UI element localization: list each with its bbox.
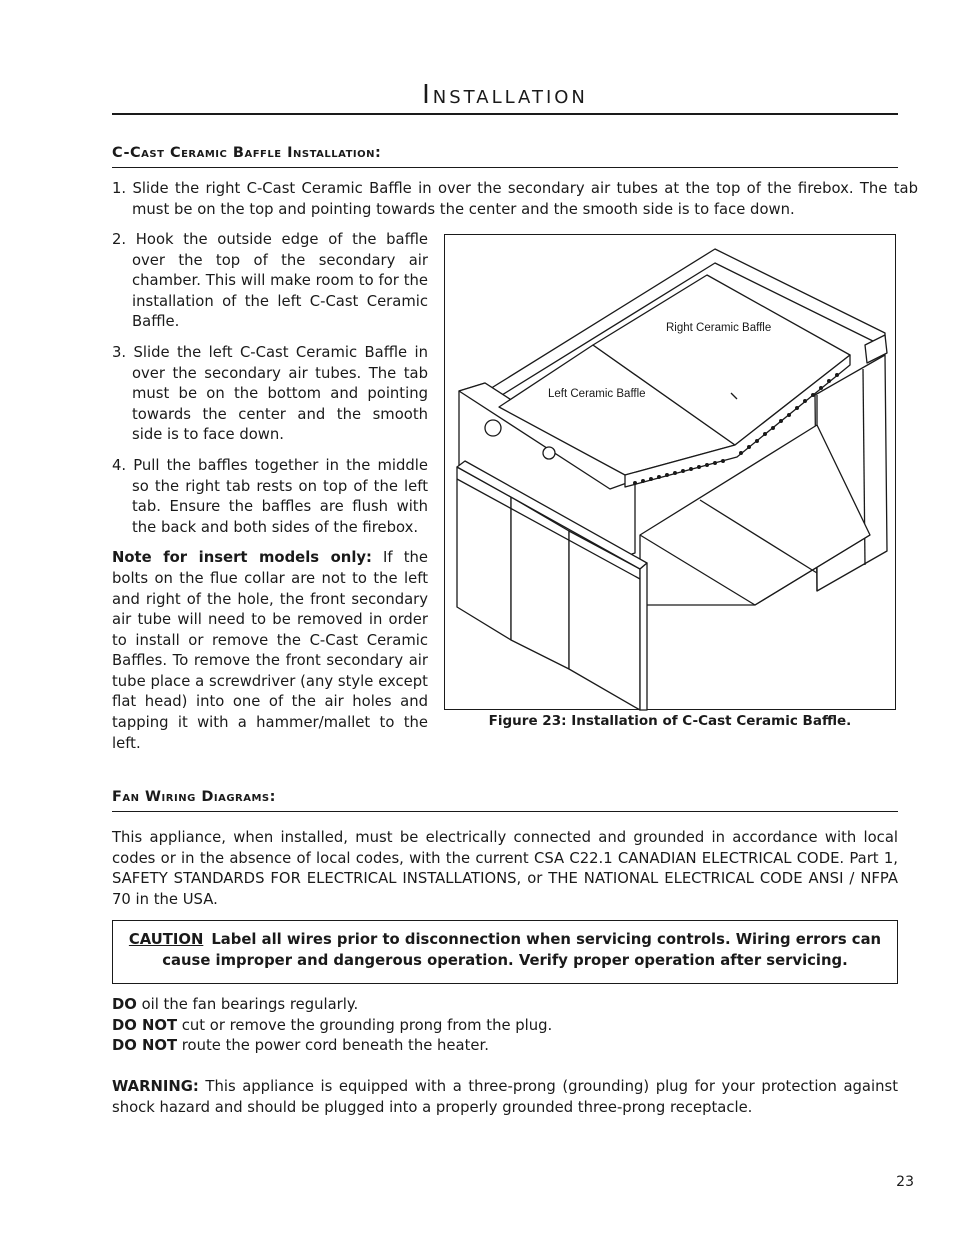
step-1-text: 1. Slide the right C-Cast Ceramic Baffle in over the secondary air tubes at the top of the firebox. The tab must be on the top and pointing towards the center and the smooth side is to face down. — [112, 180, 918, 218]
do-item — [112, 1036, 898, 1057]
step-2-text: 2. Hook the outside edge of the baffle over the top of the secondary air chamber. This will make room to for the installation of the left C-Cast Ceramic Baffle. — [112, 231, 428, 331]
firebox-illustration — [445, 235, 897, 711]
warning-label: WARNING: — [112, 1078, 199, 1095]
caution-text: Label all wires prior to disconnection when servicing controls. Wiring errors can cause improper and dangerous operation. Verify proper operation after servicing. — [162, 931, 882, 969]
insert-note — [112, 548, 428, 754]
note-text: If the bolts on the flue collar are not to the left and right of the hole, the front secondary air tube will need to be removed in order to install or remove the C-Cast Ceramic Baffles. To remove the front secondary air tube place a screwdriver (any style except flat head) into one of the air holes and tapping it with a hammer/mallet to the left. — [112, 549, 428, 752]
warning-paragraph — [112, 1077, 898, 1118]
do-item-label: DO NOT — [112, 1037, 178, 1055]
air-hole-2 — [543, 447, 555, 459]
do-list — [112, 995, 898, 1057]
page-number: 23 — [896, 1174, 914, 1190]
caution-box — [112, 920, 898, 984]
do-item-text: cut or remove the grounding prong from the plug. — [177, 1016, 553, 1034]
section-heading-fan-wiring: Fan Wiring Diagrams: — [112, 789, 276, 805]
section-divider-fan-wiring — [112, 811, 898, 812]
warning-text: This appliance is equipped with a three-prong (grounding) plug for your protection against shock hazard and should be plugged into a properly grounded three-prong receptacle. — [112, 1078, 898, 1116]
note-label: Note for insert models only: — [112, 549, 372, 567]
caution-label: CAUTION — [128, 931, 204, 948]
do-item-label: DO NOT — [112, 1016, 178, 1034]
step-3-text: 3. Slide the left C-Cast Ceramic Baffle in over the secondary air tubes. The tab must be on the bottom and pointing towards the center and the smooth side is to face down. — [112, 343, 428, 444]
section-heading-baffle: C-Cast Ceramic Baffle Installation: — [112, 145, 382, 161]
steps-column — [112, 230, 428, 764]
do-item — [112, 1016, 898, 1037]
step-4-text: 4. Pull the baffles together in the middle so the right tab rests on top of the left tab. Ensure the baffles are flush with the back and both sides of the firebox. — [112, 456, 428, 536]
do-item-label: DO — [112, 996, 137, 1013]
left-baffle-label: Left Ceramic Baffle — [548, 388, 646, 400]
page-title: Installation — [422, 80, 588, 110]
baffle-figure — [444, 234, 896, 710]
front-panel-edge — [640, 563, 647, 710]
right-baffle-label: Right Ceramic Baffle — [666, 322, 772, 334]
title-divider — [112, 113, 898, 115]
do-item-text: route the power cord beneath the heater. — [177, 1037, 489, 1055]
do-item — [112, 995, 898, 1016]
do-item-text: oil the fan bearings regularly. — [136, 996, 359, 1013]
electrical-intro: This appliance, when installed, must be electrically connected and grounded in accordance with local codes or in the absence of local codes, with the current CSA C22.1 CANADIAN ELECTRICAL CODE. Part 1, SAFETY STANDARDS FOR ELECTRICAL INSTALLATIONS, or THE NATIONAL ELECTRICAL CODE ANSI / NFPA 70 in the USA. — [112, 829, 898, 908]
figure-caption: Figure 23: Installation of C-Cast Ceramic Baffle. — [488, 713, 852, 729]
section-divider-baffle — [112, 167, 898, 168]
air-hole-1 — [485, 420, 501, 436]
